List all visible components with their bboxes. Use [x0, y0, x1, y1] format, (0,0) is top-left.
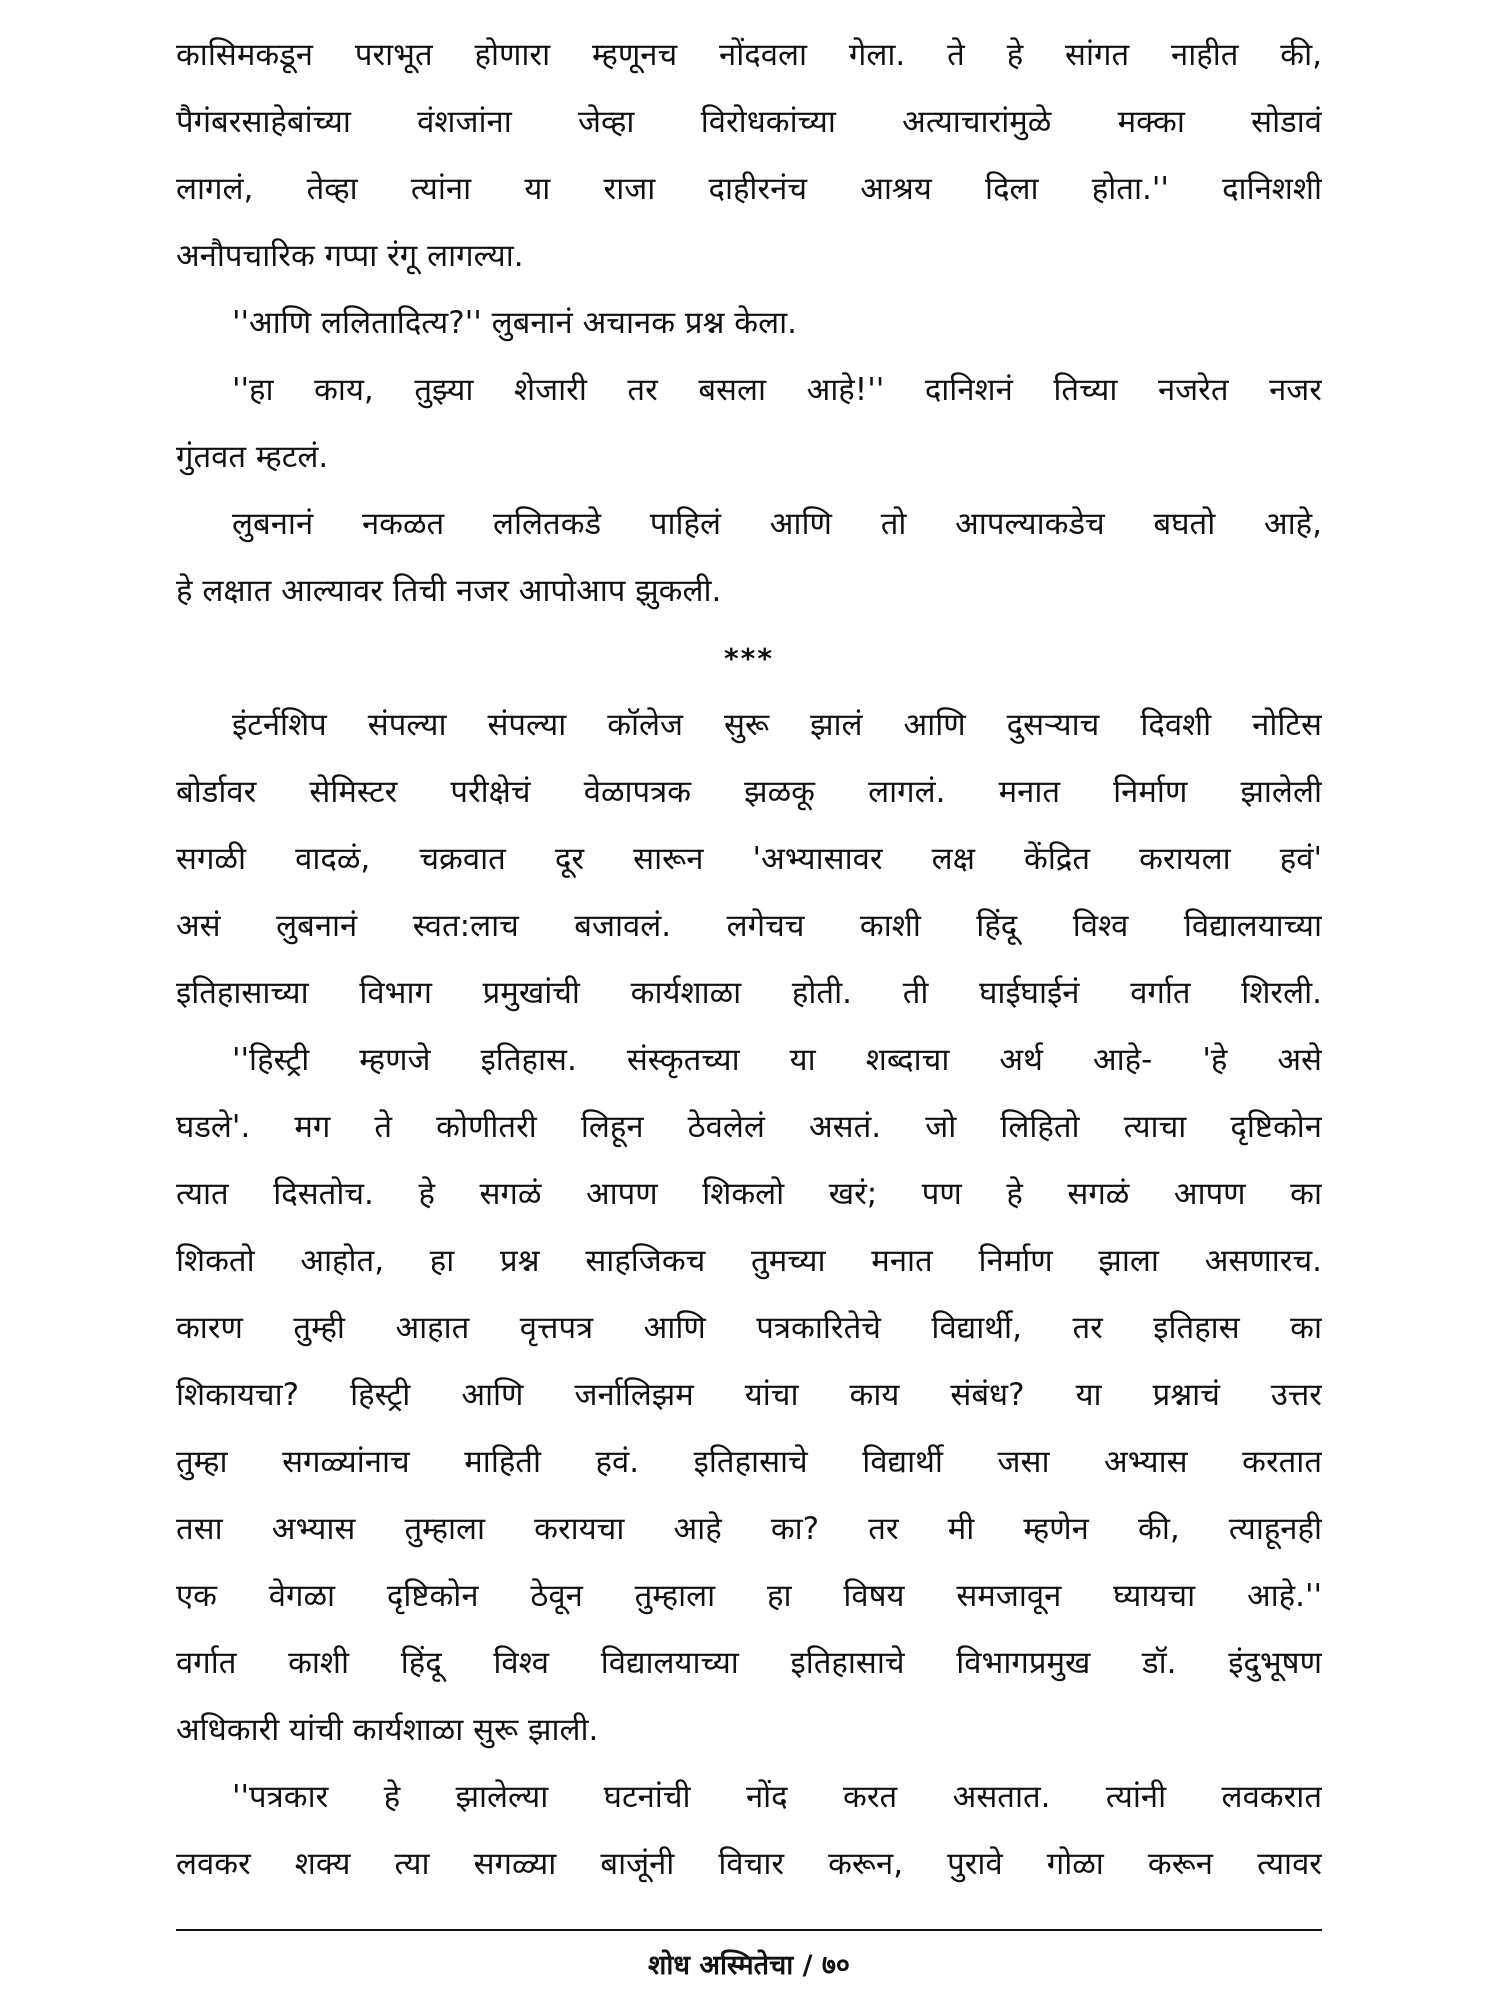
text-line: सगळी वादळं, चक्रवात दूर सारून 'अभ्यासावर लक्ष केंद्रित करायला हवं' — [176, 841, 1322, 877]
text-line: बोर्डावर सेमिस्टर परीक्षेचं वेळापत्रक झळकू लागलं. मनात निर्माण झालेली — [176, 774, 1322, 810]
text-line: पैगंबरसाहेबांच्या वंशजांना जेव्हा विरोधकांच्या अत्याचारांमुळे मक्का सोडावं — [176, 104, 1322, 140]
text-line: इंटर्नशिप संपल्या संपल्या कॉलेज सुरू झालं आणि दुसऱ्याच दिवशी नोटिस — [232, 707, 1322, 743]
section-separator: *** — [724, 642, 774, 675]
text-line: लुबनानं नकळत ललितकडे पाहिलं आणि तो आपल्याकडेच बघतो आहे, — [232, 506, 1322, 542]
text-line: वर्गात काशी हिंदू विश्व विद्यालयाच्या इतिहासाचे विभागप्रमुख डॉ. इंदुभूषण — [176, 1645, 1322, 1681]
text-line: शिकतो आहोत, हा प्रश्न साहजिकच तुमच्या मनात निर्माण झाला असणारच. — [176, 1243, 1322, 1279]
page-footer: शोध अस्मितेचा / ७० — [648, 1950, 850, 1981]
footer-divider — [176, 1929, 1322, 1931]
text-line: घडले'. मग ते कोणीतरी लिहून ठेवलेलं असतं. जो लिहितो त्याचा दृष्टिकोन — [176, 1109, 1322, 1145]
text-line: लागलं, तेव्हा त्यांना या राजा दाहीरनंच आश्रय दिला होता.'' दानिशशी — [176, 171, 1322, 207]
text-line: एक वेगळा दृष्टिकोन ठेवून तुम्हाला हा विषय समजावून घ्यायचा आहे.'' — [176, 1578, 1322, 1614]
text-line: ''पत्रकार हे झालेल्या घटनांची नोंद करत असतात. त्यांनी लवकरात — [232, 1779, 1322, 1815]
text-line: तुम्हा सगळ्यांनाच माहिती हवं. इतिहासाचे विद्यार्थी जसा अभ्यास करतात — [176, 1444, 1322, 1480]
page-body — [176, 22, 1322, 1898]
text-line: कारण तुम्ही आहात वृत्तपत्र आणि पत्रकारितेचे विद्यार्थी, तर इतिहास का — [176, 1310, 1322, 1346]
text-line: ''हिस्ट्री म्हणजे इतिहास. संस्कृतच्या या शब्दाचा अर्थ आहे- 'हे असे — [232, 1042, 1322, 1078]
text-line: हे लक्षात आल्यावर तिची नजर आपोआप झुकली. — [176, 573, 722, 609]
text-line: लवकर शक्य त्या सगळ्या बाजूंनी विचार करून, पुरावे गोळा करून त्यावर — [176, 1846, 1322, 1882]
text-line: अधिकारी यांची कार्यशाळा सुरू झाली. — [176, 1712, 599, 1748]
text-line: ''आणि ललितादित्य?'' लुबनानं अचानक प्रश्न केला. — [232, 305, 797, 341]
text-line: इतिहासाच्या विभाग प्रमुखांची कार्यशाळा होती. ती घाईघाईनं वर्गात शिरली. — [176, 975, 1322, 1011]
text-line: अनौपचारिक गप्पा रंगू लागल्या. — [176, 238, 524, 274]
text-line: असं लुबनानं स्वत:लाच बजावलं. लगेचच काशी हिंदू विश्व विद्यालयाच्या — [176, 908, 1322, 944]
text-line: ''हा काय, तुझ्या शेजारी तर बसला आहे!'' दानिशनं तिच्या नजरेत नजर — [232, 372, 1322, 408]
text-line: शिकायचा? हिस्ट्री आणि जर्नालिझम यांचा काय संबंध? या प्रश्नाचं उत्तर — [176, 1377, 1322, 1413]
text-line: गुंतवत म्हटलं. — [176, 439, 329, 475]
text-line: त्यात दिसतोच. हे सगळं आपण शिकलो खरं; पण हे सगळं आपण का — [176, 1176, 1322, 1212]
text-line: कासिमकडून पराभूत होणारा म्हणूनच नोंदवला गेला. ते हे सांगत नाहीत की, — [176, 37, 1322, 73]
text-line: तसा अभ्यास तुम्हाला करायचा आहे का? तर मी म्हणेन की, त्याहूनही — [176, 1511, 1322, 1547]
